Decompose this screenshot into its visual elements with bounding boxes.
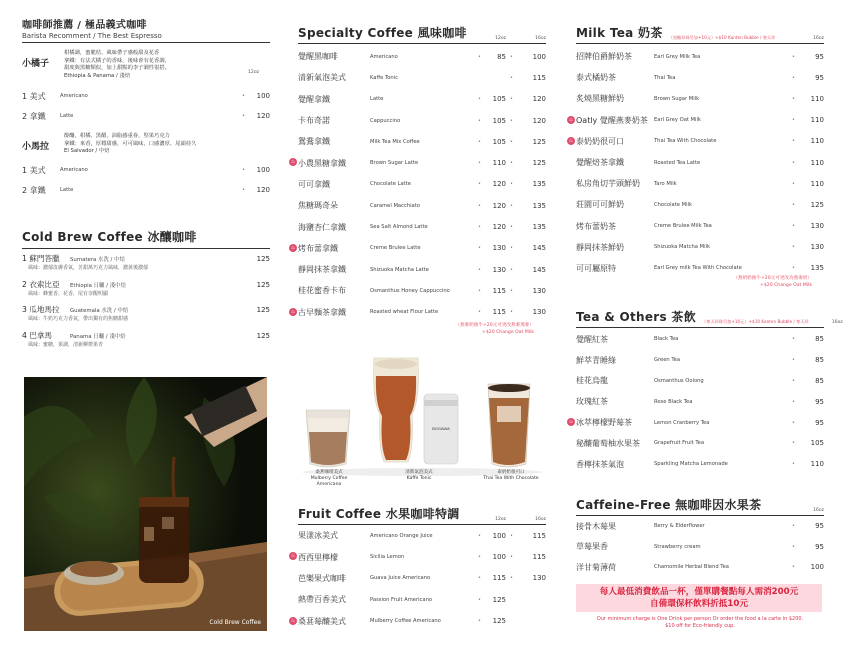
tea-size: 16oz <box>831 320 843 325</box>
menu-row <box>298 46 546 67</box>
item-name-zh: 草莓果香 <box>576 542 608 552</box>
barista-title: 咖啡師推薦 / 極品義式咖啡 <box>22 20 147 31</box>
specialty-note <box>298 322 534 336</box>
fruit-size-a: 12oz <box>495 517 506 522</box>
price-small: • 125 <box>474 596 506 604</box>
tea-title: Tea & Others 茶飲 <box>576 310 697 324</box>
item-name-zh: 2 拿鐵 <box>22 185 46 195</box>
xiaomala-list <box>22 160 270 200</box>
caption-thai-zh: 泰奶奶很可口 <box>497 470 525 475</box>
menu-row <box>22 180 270 200</box>
item-name-en: Guava Juice Americano <box>370 575 431 582</box>
menu-row <box>290 546 546 567</box>
item-name-en: Chamomile Herbal Blend Tea <box>654 564 729 571</box>
coldbrew-name-zh: 3 瓜地馬拉 <box>22 305 60 314</box>
item-name-zh: 烤布蕾拿鐵 <box>298 243 338 253</box>
coldbrew-item-line <box>22 330 270 341</box>
item-name-en: Strawberry cream <box>654 543 701 550</box>
item-name-zh: 覺醒拿鐵 <box>298 94 330 104</box>
specialty-title: Specialty Coffee 風味咖啡 <box>298 26 467 40</box>
xiaojuzi-desc <box>64 50 244 80</box>
menu-row <box>298 216 546 237</box>
specialty-note-1: （燕麥奶換牛+20元可更改燕麥燕麥） <box>455 323 534 328</box>
photo-caption: Cold Brew Coffee <box>209 619 261 626</box>
item-name-zh: 鴛鴦拿鐵 <box>298 137 330 147</box>
menu-row <box>298 174 546 195</box>
can-label: BOGAWA <box>432 426 450 431</box>
item-name-en: Kaffe Tonic <box>370 74 398 81</box>
price: • 100 <box>238 166 270 174</box>
item-name-zh: 泰式橘奶茶 <box>576 73 616 83</box>
item-name-en: Osmanthus Honey Cappuccino <box>370 287 450 294</box>
price: • 120 <box>238 112 270 120</box>
price: • 110 <box>788 159 824 167</box>
menu-row <box>298 67 546 88</box>
item-name-zh: 玫瑰紅茶 <box>576 397 608 407</box>
item-name-en: Earl Grey Oat Milk <box>654 117 701 124</box>
price-small: • 100 <box>474 532 506 540</box>
menu-row <box>298 568 546 589</box>
coldbrew-name-zh: 1 蘇門答臘 <box>22 254 60 263</box>
hot-icon: ♨ <box>568 419 574 426</box>
milktea-list <box>568 46 824 279</box>
price: • 95 <box>788 398 824 406</box>
menu-row <box>298 89 546 110</box>
price-large: • 115 <box>506 74 546 82</box>
hot-icon: ♨ <box>290 159 296 166</box>
coldbrew-item-line <box>22 279 270 290</box>
coldbrew-origin: Ethiopia 日曬 / 淺中焙 <box>70 282 126 289</box>
price: • 85 <box>788 356 824 364</box>
coldbrew-name-zh: 4 巴拿馬 <box>22 330 53 340</box>
caption-tonic <box>388 470 450 482</box>
menu-row <box>290 611 546 632</box>
item-name-zh: 招牌伯爵鮮奶茶 <box>576 52 632 62</box>
price-large: • 115 <box>506 553 546 561</box>
coldbrew-desc: 風味：蜂蜜香，花香，尾有奈醒明顯 <box>28 290 109 297</box>
column-right <box>568 0 843 662</box>
menu-row <box>576 537 824 558</box>
item-name-en: Latte <box>60 113 74 119</box>
item-name-en: Taro Milk <box>654 180 677 187</box>
milktea-title: Milk Tea 奶茶 <box>576 26 663 40</box>
coldbrew-origin: Panama 日曬 / 淺中焙 <box>70 333 126 340</box>
item-name-zh: 卡布奇諾 <box>298 116 330 126</box>
item-name-en: Americano Orange Juice <box>370 532 433 539</box>
item-name-en: Creme Brulee Milk Tea <box>654 223 712 230</box>
tea-list <box>568 329 824 475</box>
item-name-zh: 桂花烏龍 <box>576 376 608 386</box>
item-name-zh: 泰奶奶很可口 <box>576 136 624 146</box>
item-name-en: Rose Black Tea <box>654 398 693 405</box>
price: • 110 <box>788 460 824 468</box>
size-b: 16oz <box>535 36 546 41</box>
price-large: • 100 <box>506 53 546 61</box>
item-name-zh: 炙燒黑糖鮮奶 <box>576 94 624 104</box>
item-name-en: Latte <box>60 187 74 193</box>
specialty-sizes <box>478 36 546 41</box>
item-name-en: Americano <box>60 93 88 99</box>
price: • 125 <box>788 201 824 209</box>
price: • 85 <box>788 377 824 385</box>
item-name-en: Passion Fruit Americano <box>370 596 433 603</box>
menu-row <box>298 280 546 301</box>
item-name-zh: 果漾冰美式 <box>298 531 338 541</box>
item-name-zh: 清新氣泡美式 <box>298 73 346 83</box>
item-name-en: Sparkling Matcha Lemonade <box>654 461 728 468</box>
xiaomala-desc-1: 醇釀，柑橘、黑醋，油脂感重眷，堅果巧克力 <box>64 133 170 139</box>
price: • 105 <box>788 439 824 447</box>
item-name-en: Cappuccino <box>370 117 401 124</box>
barista-header <box>22 16 270 43</box>
hot-icon: ♨ <box>290 617 296 624</box>
menu-row <box>576 454 824 475</box>
xiaojuzi-origin: Ethiopia & Panama / 淺焙 <box>64 72 131 79</box>
item-name-zh: 可可拿鐵 <box>298 179 330 189</box>
price: • 135 <box>788 264 824 272</box>
price-large: • 125 <box>506 159 546 167</box>
caffeinefree-header <box>576 496 824 516</box>
menu-row <box>298 131 546 152</box>
price-large: • 115 <box>506 532 546 540</box>
item-name-en: Osmanthus Oolong <box>654 377 704 384</box>
price: • 110 <box>788 95 824 103</box>
price: • 110 <box>788 180 824 188</box>
item-name-zh: 1 美式 <box>22 91 46 101</box>
caption-mulberry-en: Mulberry Coffee Americano <box>310 476 348 487</box>
menu-row <box>290 152 546 173</box>
item-name-zh: 覺醒焙茶拿鐵 <box>576 158 624 168</box>
item-name-zh: 桑葚莓釀美式 <box>298 616 346 626</box>
item-name-zh: 莊園可可鮮奶 <box>576 200 624 210</box>
menu-row <box>576 433 824 454</box>
milktea-sizes <box>790 36 824 41</box>
price: • 100 <box>238 92 270 100</box>
menu-row <box>298 589 546 610</box>
item-name-en: Sicilia Lemon <box>370 554 405 561</box>
milktea-note-2: +$20 Change Oat Milk <box>760 283 812 288</box>
menu-row <box>576 152 824 173</box>
price-small: • 120 <box>474 180 506 188</box>
price: • 95 <box>788 522 824 530</box>
item-name-zh: 覺醒紅茶 <box>576 334 608 344</box>
menu-row <box>298 525 546 546</box>
item-name-en: Brown Sugar Milk <box>654 95 700 102</box>
item-name-zh: 烤布蕾奶茶 <box>576 221 616 231</box>
item-name-zh: 可可屬原特 <box>576 263 616 273</box>
item-name-zh: 桂花蜜香卡布 <box>298 286 346 296</box>
item-name-en: Grapefruit Fruit Tea <box>654 440 704 447</box>
coldbrew-price: 125 <box>256 255 270 263</box>
coldbrew-origin: Guatemala 水洗 / 中焙 <box>70 308 129 314</box>
promo-banner <box>576 584 822 612</box>
hot-icon: ♨ <box>290 553 296 560</box>
price-large: • 130 <box>506 574 546 582</box>
menu-row <box>22 106 270 126</box>
item-name-zh: 私房角切芋頭鮮奶 <box>576 179 640 189</box>
caption-mulberry <box>298 470 360 488</box>
barista-subtitle: Barista Recomment / The Best Espresso <box>22 32 162 40</box>
item-name-zh: 洋甘菊薄荷 <box>576 562 616 572</box>
coldbrew-name-zh: 2 衣索比亞 <box>22 279 60 289</box>
price-small: • 100 <box>474 553 506 561</box>
item-name-en: Chocolate Latte <box>370 181 411 188</box>
price-large: • 120 <box>506 95 546 103</box>
coldbrew-price: 125 <box>256 306 270 314</box>
item-name-en: Caramel Macchiato <box>370 202 420 209</box>
promo-en <box>576 616 824 630</box>
fruit-sizes <box>478 517 546 522</box>
price: • 95 <box>788 419 824 427</box>
menu-row <box>576 391 824 412</box>
caption-mulberry-zh: 桑葚咖啡美式 <box>315 470 343 475</box>
xiaojuzi-desc-1: 柑橘調，蜜脆桔、風味帶子感般甜及花香 <box>64 50 160 56</box>
price: • 95 <box>788 74 824 82</box>
caption-thai <box>480 470 542 482</box>
hot-icon: ♨ <box>568 137 574 144</box>
item-name-en: Americano <box>370 53 398 60</box>
price-small: • 115 <box>474 308 506 316</box>
tea-note-top: （寒天珍珠另加+10元）+$10 Kanten Bubble / 寒天珍 <box>702 319 809 324</box>
coldbrew-item <box>22 330 270 356</box>
price: • 95 <box>788 543 824 551</box>
menu-row <box>290 238 546 259</box>
drinks-illustration <box>298 352 546 480</box>
item-name-zh: 古早麵茶拿鐵 <box>298 307 346 317</box>
item-name-en: Thai Tea <box>654 74 676 81</box>
coldbrew-item <box>22 304 270 330</box>
menu-row <box>576 194 824 215</box>
size-a: 12oz <box>495 36 506 41</box>
caption-thai-en: Thai Tea With Chocolate <box>483 476 539 481</box>
price-small: • 110 <box>474 159 506 167</box>
fruit-size-b: 16oz <box>535 517 546 522</box>
coldbrew-desc: 風味：濃郁皮膚香氣，苦甜萬巧克力風味，濃黃後濃郁 <box>28 265 149 271</box>
item-name-zh: 秘釀葡萄柚水果茶 <box>576 438 640 448</box>
xiaojuzi-list <box>22 86 270 126</box>
price-large: • 130 <box>506 287 546 295</box>
price-large: • 145 <box>506 244 546 252</box>
price: • 130 <box>788 222 824 230</box>
price-small: • 125 <box>474 617 506 625</box>
price-small: • 85 <box>474 53 506 61</box>
coldbrew-header <box>22 228 270 249</box>
price: • 110 <box>788 116 824 124</box>
milktea-size: 16oz <box>813 36 824 41</box>
item-name-en: Shizuoka Matcha Latte <box>370 266 429 273</box>
item-name-en: Roasted Tea Latte <box>654 159 701 166</box>
menu-row <box>298 110 546 131</box>
item-name-en: Shizuoka Matcha Milk <box>654 244 710 251</box>
item-name-en: Black Tea <box>654 336 679 343</box>
menu-row <box>576 350 824 371</box>
promo-en-2: $10 off for Eco-friendly cup. <box>665 623 735 629</box>
price-small: • 105 <box>474 117 506 125</box>
item-name-zh: 焦糖瑪奇朵 <box>298 201 338 211</box>
specialty-header <box>298 24 546 44</box>
coldbrew-origin: Sumatera 水洗 / 中焙 <box>70 257 125 263</box>
column-middle <box>290 0 546 662</box>
menu-row <box>568 412 824 433</box>
item-name-zh: 熱帶百香美式 <box>298 595 346 605</box>
menu-row <box>576 173 824 194</box>
price: • 120 <box>238 186 270 194</box>
menu-row <box>22 86 270 106</box>
fruit-header <box>298 505 546 525</box>
item-name-zh: 靜岡抹茶鮮奶 <box>576 242 624 252</box>
xiaojuzi-desc-3: 甜度與黑糖類似，加上甜點的李子調性很搭。 <box>64 65 170 72</box>
menu-row <box>576 88 824 109</box>
menu-row <box>576 46 824 67</box>
price-large: • 135 <box>506 180 546 188</box>
milktea-note <box>576 275 812 289</box>
coldbrew-item <box>22 279 270 305</box>
item-name-en: Americano <box>60 167 88 173</box>
menu-row <box>576 371 824 392</box>
item-name-en: Chocolate Milk <box>654 201 692 208</box>
menu-row <box>298 259 546 280</box>
item-name-en: Roasted wheat Flour Latte <box>370 309 439 316</box>
item-name-zh: 西西里檸檬 <box>298 552 338 562</box>
price-small: • 115 <box>474 287 506 295</box>
coldbrew-price: 125 <box>256 331 270 340</box>
coldbrew-desc: 風味：蜜糖，果調，清新柳橙果青 <box>28 341 104 348</box>
menu-row <box>290 302 546 323</box>
xiaojuzi-desc-2: 拿鐵：有法式橘子的香味，後味會有花香調， <box>64 57 170 64</box>
price-large: • 135 <box>506 202 546 210</box>
coldbrew-photo <box>24 377 267 631</box>
item-name-en: Brown Sugar Latte <box>370 160 419 167</box>
item-name-en: Green Tea <box>654 357 681 364</box>
menu-row <box>576 216 824 237</box>
promo-line-1: 每人最低消費飲品一杯，僅單購餐點每人需消200元 <box>599 587 799 597</box>
item-name-en: Latte <box>370 96 384 103</box>
item-name-zh: 2 拿鐵 <box>22 111 46 121</box>
price: • 110 <box>788 137 824 145</box>
price-large: • 130 <box>506 308 546 316</box>
item-name-en: Creme Brulee Latte <box>370 245 421 252</box>
caffeinefree-sizes <box>790 508 824 513</box>
item-name-zh: 覺醒黑咖啡 <box>298 52 338 62</box>
item-name-en: Earl Grey milk Tea With Chocolate <box>654 265 742 272</box>
price-small: • 105 <box>474 95 506 103</box>
milktea-note-top: （黑糖珍珠另加+10元）+$10 Kanten Bubble / 寒天珍 <box>668 35 776 40</box>
menu-row <box>22 160 270 180</box>
price-large: • 120 <box>506 117 546 125</box>
menu-row <box>568 110 824 131</box>
item-name-en: Milk Tea Mix Coffee <box>370 138 420 145</box>
price-small: • 115 <box>474 574 506 582</box>
hot-icon: ♨ <box>290 308 296 315</box>
coldbrew-title: Cold Brew Coffee 冰釀咖啡 <box>22 230 197 244</box>
price-small: • 130 <box>474 266 506 274</box>
size-12oz: 12oz <box>248 70 260 75</box>
hot-icon: ♨ <box>568 116 574 123</box>
coldbrew-item <box>22 253 270 279</box>
price-large: • 135 <box>506 223 546 231</box>
item-name-zh: 海鹽杏仁拿鐵 <box>298 222 346 232</box>
coldbrew-desc: 風味：牛奶巧克力香氣，帶出獨有的焦糖甜感 <box>28 316 129 322</box>
specialty-list <box>290 46 546 323</box>
menu-row <box>568 131 824 152</box>
coldbrew-item-line <box>22 304 270 315</box>
menu-row <box>576 67 824 88</box>
column-left <box>22 0 270 662</box>
milktea-note-1: （燕奶奶換牛+20元可更改為燕麥奶） <box>733 276 812 281</box>
item-name-en: Earl Grey Milk Tea <box>654 53 701 60</box>
coldbrew-item-line <box>22 253 270 264</box>
hot-icon: ♨ <box>290 244 296 251</box>
item-name-en: Lemon Cranberry Tea <box>654 419 710 426</box>
price-large: • 145 <box>506 266 546 274</box>
caption-tonic-en: Kaffe Tonic <box>406 476 432 481</box>
price: • 130 <box>788 243 824 251</box>
menu-row <box>576 557 824 578</box>
caffeinefree-size: 16oz <box>813 508 824 513</box>
milktea-header <box>576 24 824 44</box>
menu-row <box>576 516 824 537</box>
item-name-zh: 香檸抹茶氣泡 <box>576 459 624 469</box>
menu-row <box>298 195 546 216</box>
fruit-title: Fruit Coffee 水果咖啡特調 <box>298 507 460 521</box>
promo-line-2: 自備環保杯飲料折抵10元 <box>650 599 748 609</box>
tea-header <box>576 308 843 328</box>
item-name-zh: 小農黑糖拿鐵 <box>298 158 346 168</box>
price-small: • 120 <box>474 223 506 231</box>
menu-row <box>576 329 824 350</box>
price: • 85 <box>788 335 824 343</box>
fruit-list <box>290 525 546 632</box>
price-small: • 120 <box>474 202 506 210</box>
tea-sizes <box>809 320 843 325</box>
price-large: • 125 <box>506 138 546 146</box>
xiaomala-name: 小馬拉 <box>22 142 50 152</box>
caffeinefree-title: Caffeine-Free 無咖啡因水果茶 <box>576 498 762 512</box>
specialty-note-2: +$20 Change Oat Milk <box>482 330 534 335</box>
item-name-zh: 接骨木莓果 <box>576 521 616 531</box>
coldbrew-list <box>22 253 270 355</box>
item-name-en: Thai Tea With Chocolate <box>654 138 717 145</box>
promo-en-1: Our minimum charge is One Drink per person Or order the food a la carte in $200. <box>596 616 804 622</box>
menu-row <box>576 237 824 258</box>
coldbrew-price: 125 <box>256 280 270 289</box>
item-name-zh: 冰萃檸檬野莓茶 <box>576 418 632 428</box>
item-name-en: Mulberry Coffee Americano <box>370 618 441 625</box>
price: • 100 <box>788 563 824 571</box>
item-name-zh: 靜岡抹茶拿鐵 <box>298 265 346 275</box>
xiaomala-origin: El Salvador / 中焙 <box>64 148 110 155</box>
xiaomala-desc-2: 拿鐵：來香，厚穩甜感，可可風味，口感濃厚，尾韻持久 <box>64 140 197 147</box>
xiaomala-desc <box>64 133 264 156</box>
caption-tonic-zh: 清新氣泡美式 <box>405 470 433 475</box>
item-name-zh: 芭樂果式咖啡 <box>298 573 346 583</box>
xiaojuzi-name: 小橘子 <box>22 59 50 69</box>
item-name-zh: Oatly 覺醒燕麥奶茶 <box>576 115 648 125</box>
price-small: • 130 <box>474 244 506 252</box>
caffeinefree-list <box>576 516 824 578</box>
coldbrew-photo-art <box>24 377 267 631</box>
item-name-zh: 鮮萃青睡綠 <box>576 355 616 365</box>
item-name-en: Sea Salt Almond Latte <box>370 224 428 231</box>
price: • 95 <box>788 53 824 61</box>
item-name-zh: 1 美式 <box>22 165 46 175</box>
item-name-en: Berry & Elderflower <box>654 523 705 530</box>
price-small: • 105 <box>474 138 506 146</box>
